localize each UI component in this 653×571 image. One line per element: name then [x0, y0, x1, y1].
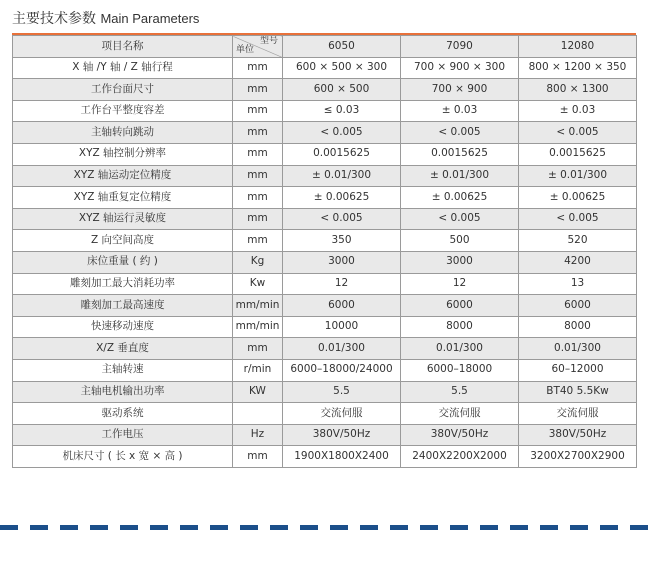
row-unit — [233, 403, 283, 425]
row-value-7090: 6000 — [401, 295, 519, 317]
row-value-6050: < 0.005 — [283, 208, 401, 230]
table-row — [13, 100, 637, 122]
row-value-12080: 6000 — [519, 295, 637, 317]
row-unit: mm/min — [233, 295, 283, 317]
table-row — [13, 295, 637, 317]
row-value-12080: 800 × 1200 × 350 — [519, 57, 637, 79]
row-name: 主轴转速 — [13, 359, 233, 381]
row-value-7090: 12 — [401, 273, 519, 295]
header-model-unit — [233, 36, 283, 58]
table-row — [13, 230, 637, 252]
table-row — [13, 122, 637, 144]
row-value-7090: < 0.005 — [401, 122, 519, 144]
row-value-7090: 500 — [401, 230, 519, 252]
row-unit: mm — [233, 79, 283, 101]
table-row — [13, 273, 637, 295]
row-unit: mm — [233, 57, 283, 79]
row-value-6050: 1900X1800X2400 — [283, 446, 401, 468]
row-value-12080: 8000 — [519, 316, 637, 338]
row-value-7090: 0.01/300 — [401, 338, 519, 360]
row-value-6050: ≤ 0.03 — [283, 100, 401, 122]
row-name: 雕刻加工最大消耗功率 — [13, 273, 233, 295]
row-value-6050: 交流伺服 — [283, 403, 401, 425]
row-value-12080: 800 × 1300 — [519, 79, 637, 101]
row-value-7090: ± 0.00625 — [401, 187, 519, 209]
table-row — [13, 338, 637, 360]
table-header-row — [13, 36, 637, 58]
row-value-7090: 700 × 900 × 300 — [401, 57, 519, 79]
row-value-6050: 6000–18000/24000 — [283, 359, 401, 381]
row-value-12080: 4200 — [519, 251, 637, 273]
table-row — [13, 403, 637, 425]
row-name: Z 向空间高度 — [13, 230, 233, 252]
table-row — [13, 208, 637, 230]
row-value-7090: 5.5 — [401, 381, 519, 403]
row-name: XYZ 轴控制分辨率 — [13, 143, 233, 165]
row-unit: mm — [233, 208, 283, 230]
row-unit: mm — [233, 165, 283, 187]
row-value-6050: 600 × 500 × 300 — [283, 57, 401, 79]
table-row — [13, 165, 637, 187]
row-value-6050: 3000 — [283, 251, 401, 273]
row-name: XYZ 轴运动定位精度 — [13, 165, 233, 187]
row-name: 快速移动速度 — [13, 316, 233, 338]
row-value-7090: 8000 — [401, 316, 519, 338]
row-name: X 轴 /Y 轴 / Z 轴行程 — [13, 57, 233, 79]
table-row — [13, 79, 637, 101]
row-value-12080: < 0.005 — [519, 122, 637, 144]
row-unit: mm — [233, 446, 283, 468]
row-value-7090: 380V/50Hz — [401, 424, 519, 446]
row-unit: mm — [233, 187, 283, 209]
row-name: 床位重量 ( 约 ) — [13, 251, 233, 273]
row-value-12080: 520 — [519, 230, 637, 252]
table-row — [13, 316, 637, 338]
row-value-6050: 5.5 — [283, 381, 401, 403]
row-value-7090: ± 0.03 — [401, 100, 519, 122]
row-value-7090: 交流伺服 — [401, 403, 519, 425]
row-value-7090: 0.0015625 — [401, 143, 519, 165]
row-name: 驱动系统 — [13, 403, 233, 425]
header-model-3: 12080 — [519, 36, 637, 58]
table-row — [13, 359, 637, 381]
table-row — [13, 381, 637, 403]
row-unit: r/min — [233, 359, 283, 381]
row-value-7090: 3000 — [401, 251, 519, 273]
row-name: 机床尺寸 ( 长 x 宽 × 高 ) — [13, 446, 233, 468]
row-value-6050: 0.0015625 — [283, 143, 401, 165]
table-row — [13, 424, 637, 446]
table-row — [13, 57, 637, 79]
parameters-table — [12, 35, 637, 468]
header-model-1: 6050 — [283, 36, 401, 58]
row-value-6050: 6000 — [283, 295, 401, 317]
row-value-12080: ± 0.00625 — [519, 187, 637, 209]
row-value-12080: 380V/50Hz — [519, 424, 637, 446]
row-value-6050: ± 0.00625 — [283, 187, 401, 209]
header-model-label: 型号 — [259, 36, 278, 46]
row-value-6050: 380V/50Hz — [283, 424, 401, 446]
table-row — [13, 143, 637, 165]
row-unit: KW — [233, 381, 283, 403]
page-title — [12, 8, 199, 28]
row-unit: Hz — [233, 424, 283, 446]
row-value-6050: 12 — [283, 273, 401, 295]
row-value-12080: ± 0.03 — [519, 100, 637, 122]
row-value-7090: 6000–18000 — [401, 359, 519, 381]
title-cn: 主要技术参数 — [12, 11, 96, 27]
row-name: 工作台平整度容差 — [13, 100, 233, 122]
row-name: 雕刻加工最高速度 — [13, 295, 233, 317]
row-value-7090: 700 × 900 — [401, 79, 519, 101]
title-en: Main Parameters — [100, 11, 200, 26]
row-unit: mm — [233, 100, 283, 122]
row-value-12080: 3200X2700X2900 — [519, 446, 637, 468]
row-unit: mm — [233, 338, 283, 360]
row-name: X/Z 垂直度 — [13, 338, 233, 360]
row-value-12080: ± 0.01/300 — [519, 165, 637, 187]
row-value-6050: < 0.005 — [283, 122, 401, 144]
row-unit: mm — [233, 143, 283, 165]
row-unit: Kw — [233, 273, 283, 295]
row-value-12080: 60–12000 — [519, 359, 637, 381]
header-model-2: 7090 — [401, 36, 519, 58]
row-value-6050: ± 0.01/300 — [283, 165, 401, 187]
row-name: XYZ 轴重复定位精度 — [13, 187, 233, 209]
row-value-12080: BT40 5.5Kw — [519, 381, 637, 403]
row-name: 工作台面尺寸 — [13, 79, 233, 101]
row-value-12080: 13 — [519, 273, 637, 295]
row-name: XYZ 轴运行灵敏度 — [13, 208, 233, 230]
row-value-6050: 0.01/300 — [283, 338, 401, 360]
row-unit: mm — [233, 230, 283, 252]
row-name: 主轴转向跳动 — [13, 122, 233, 144]
row-value-6050: 350 — [283, 230, 401, 252]
row-value-12080: 0.01/300 — [519, 338, 637, 360]
row-value-12080: 0.0015625 — [519, 143, 637, 165]
dashed-divider — [0, 525, 653, 530]
header-unit-label: 单位 — [236, 44, 255, 55]
table-row — [13, 446, 637, 468]
row-value-7090: 2400X2200X2000 — [401, 446, 519, 468]
row-value-7090: ± 0.01/300 — [401, 165, 519, 187]
row-unit: mm — [233, 122, 283, 144]
row-name: 主轴电机输出功率 — [13, 381, 233, 403]
row-unit: Kg — [233, 251, 283, 273]
header-item: 项目名称 — [13, 36, 233, 58]
row-value-12080: 交流伺服 — [519, 403, 637, 425]
table-row — [13, 251, 637, 273]
table-row — [13, 187, 637, 209]
row-value-7090: < 0.005 — [401, 208, 519, 230]
row-unit: mm/min — [233, 316, 283, 338]
row-value-12080: < 0.005 — [519, 208, 637, 230]
row-name: 工作电压 — [13, 424, 233, 446]
row-value-6050: 600 × 500 — [283, 79, 401, 101]
row-value-6050: 10000 — [283, 316, 401, 338]
